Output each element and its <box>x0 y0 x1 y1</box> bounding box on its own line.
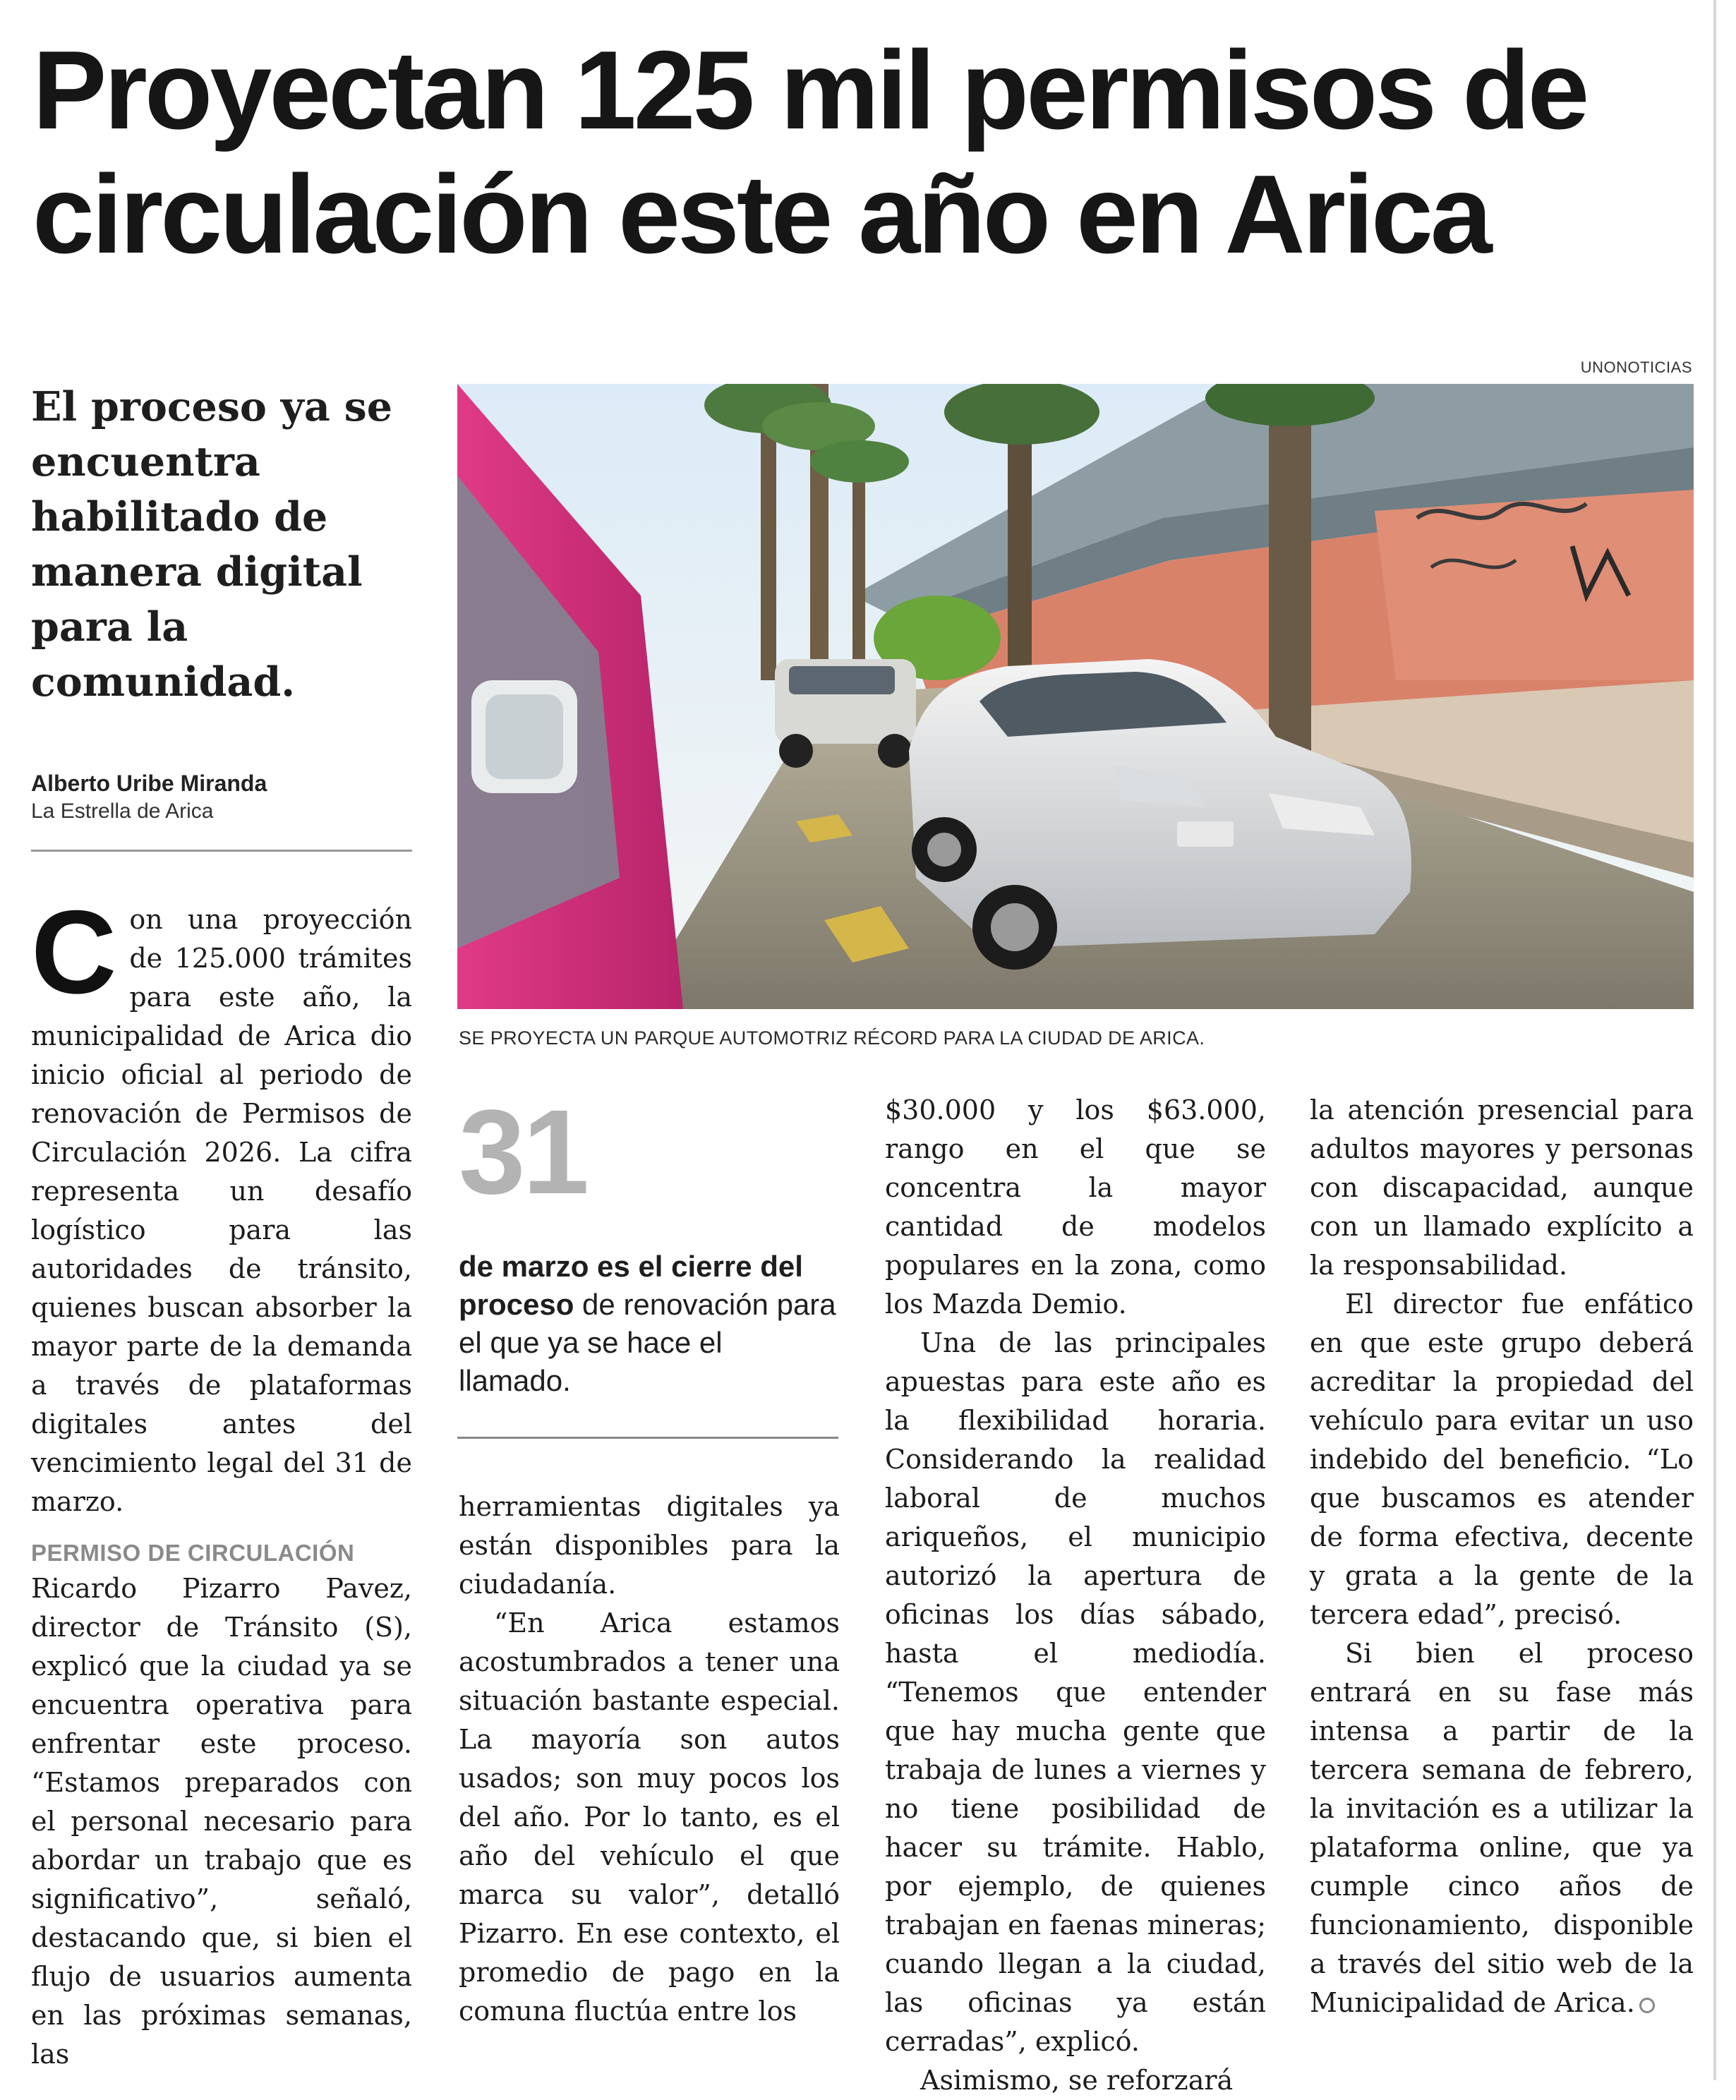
pull-quote-number: 31 <box>459 1085 587 1219</box>
column-2 <box>459 1488 840 2031</box>
col2-paragraph-1: herramientas digitales ya están disponibles para la ciudadanía. <box>459 1491 840 1600</box>
author-name: Alberto Uribe Miranda <box>31 771 267 796</box>
photo-credit: UNONOTICIAS <box>1580 358 1692 376</box>
col1-body-paragraph: Ricardo Pizarro Pavez, director de Tránsito (S), explicó que la ciudad ya se encuentra operativa para enfrentar este proceso. “Estamos preparados con el personal necesario para abordar un trabajo que es significativo”, señaló, destacando que, si bien el flujo de usuarios aumenta en las próximas semanas, las <box>31 1573 412 2070</box>
outlet-name: La Estrella de Arica <box>31 799 214 823</box>
subhead: El proceso ya se encuentra habilitado de manera digital para la comunidad. <box>31 383 393 706</box>
headline: Proyectan 125 mil permisos de circulación este año en Arica <box>32 28 1587 277</box>
pull-quote-text: de renovación para el que ya se hace el llamado. <box>459 1288 836 1397</box>
page-edge-rule <box>1713 0 1716 2080</box>
intro-paragraph: on una proyección de 125.000 trámites para este año, la municipalidad de Arica dio inicio oficial al periodo de renovación de Permisos de Circulación 2026. La cifra representa un desafío logístico para las autoridades de tránsito, quienes buscan absorber la mayor parte de la demanda a través de plataformas digitales antes del vencimiento legal del 31 de marzo. <box>31 904 412 1517</box>
pull-quote <box>459 1248 840 1400</box>
section-heading: PERMISO DE CIRCULACIÓN <box>31 1540 355 1566</box>
col4-paragraph-1: la atención presencial para adultos mayores y personas con discapacidad, aunque con un llamado explícito a la responsabilidad. <box>1310 1094 1694 1281</box>
col4-paragraph-2: El director fue enfático en que este grupo deberá acreditar la propiedad del vehículo para evitar un uso indebido del beneficio. “Lo que buscamos es atender de forma efectiva, decente y grata a la gente de la tercera edad”, precisó. <box>1310 1289 1694 1630</box>
column-3 <box>885 1091 1266 2100</box>
street-photo <box>457 384 1694 1009</box>
col2-paragraph-2: “En Arica estamos acostumbrados a tener una situación bastante especial. La mayoría son autos usados; son muy pocos los del año. Por lo tanto, es el año del vehículo el que marca su valor”, detalló Pizarro. En ese contexto, el promedio de pago en la comuna fluctúa entre los <box>459 1607 840 2027</box>
byline <box>31 769 426 826</box>
dropcap: C <box>31 886 117 1018</box>
pull-quote-divider <box>457 1437 838 1439</box>
col3-paragraph-2: Una de las principales apuestas para este año es la flexibilidad horaria. Considerando la realidad laboral de muchos ariqueños, el municipio autorizó la apertura de oficinas los días sábado, hasta el mediodía. “Tenemos que entender que hay mucha gente que trabaja de lunes a viernes y no tiene posibilidad de hacer su trámite. Hablo, por ejemplo, de quienes trabajan en faenas mineras; cuando llegan a la ciudad, las oficinas ya están cerradas”, explicó. <box>885 1327 1266 2057</box>
col4-paragraph-3: Si bien el proceso entrará en su fase más intensa a partir de la tercera semana de febrero, la invitación es a utilizar la plataforma online, que ya cumple cinco años de funcionamiento, disponible a través del sitio web de la Municipalidad de Arica. <box>1310 1638 1694 2018</box>
photo-caption: SE PROYECTA UN PARQUE AUTOMOTRIZ RÉCORD PARA LA CIUDAD DE ARICA. <box>459 1027 1205 1049</box>
end-of-article-icon <box>1639 1998 1655 2013</box>
column-4 <box>1310 1091 1694 2022</box>
col3-paragraph-3: Asimismo, se reforzará <box>920 2065 1234 2096</box>
col3-paragraph-1: $30.000 y los $63.000, rango en el que se concentra la mayor cantidad de modelos populares en la zona, como los Mazda Demio. <box>885 1094 1266 1320</box>
byline-divider <box>31 850 412 852</box>
street-photo-illustration <box>457 384 1694 1009</box>
pull-quote-bold: de marzo es el cierre del proceso <box>459 1250 803 1321</box>
column-1 <box>31 886 412 2074</box>
